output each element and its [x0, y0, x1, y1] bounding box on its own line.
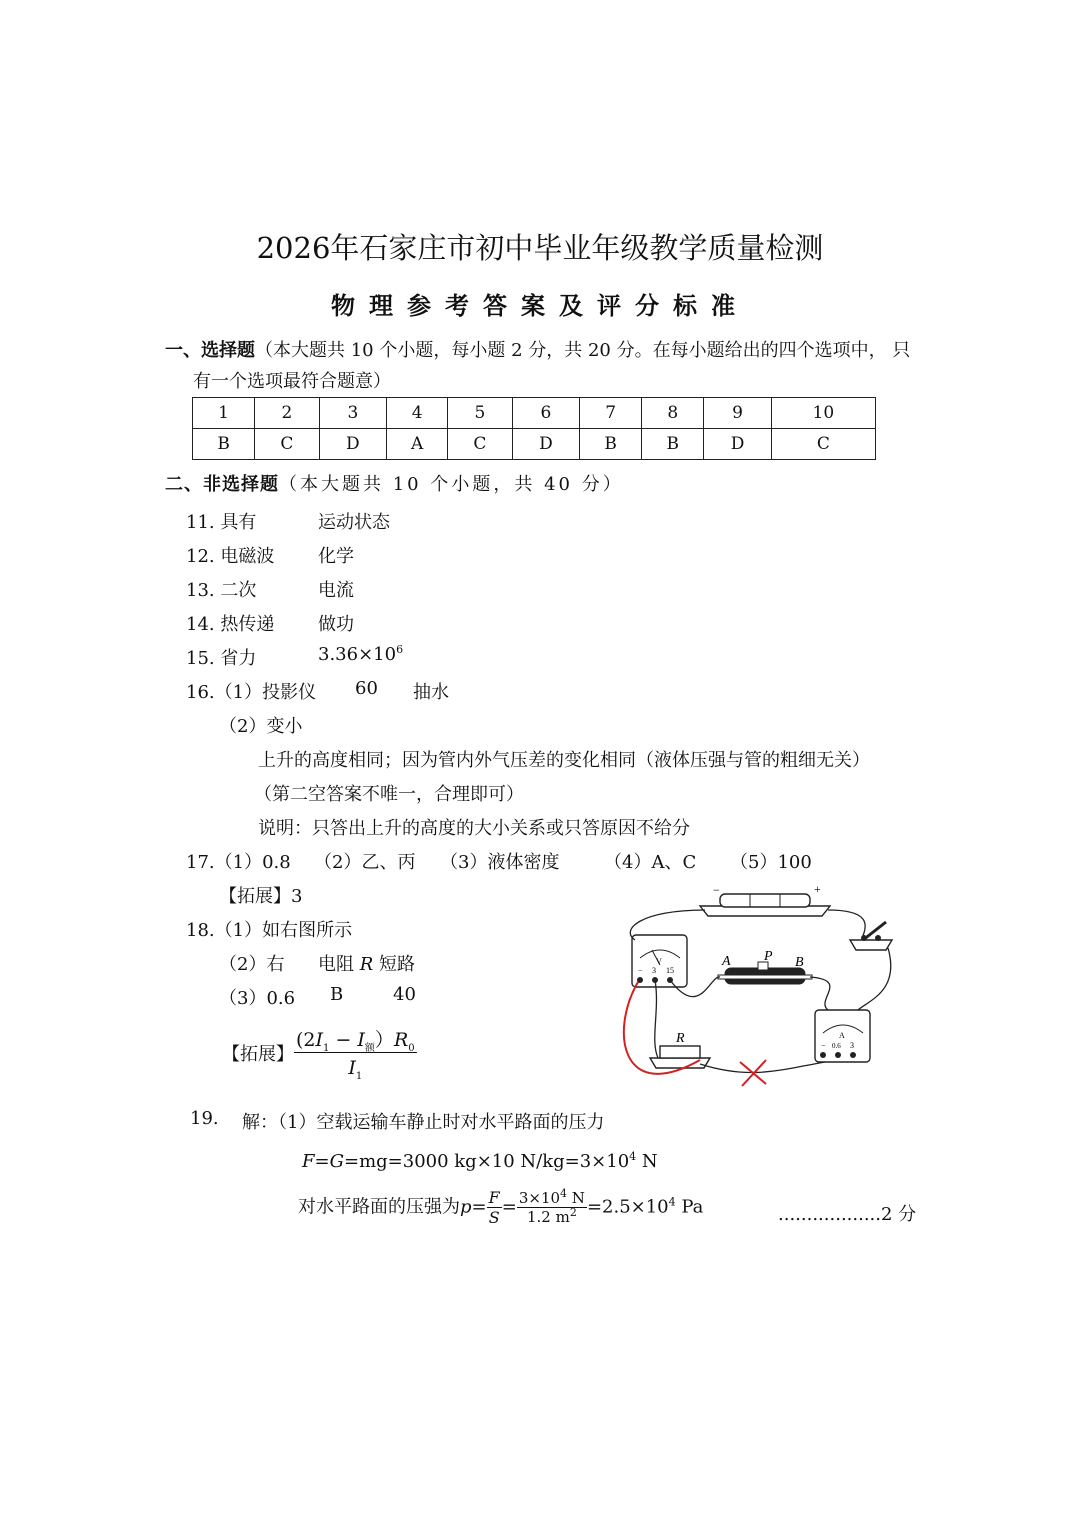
q19-eq2-prefix: 对水平路面的压强为	[298, 1196, 460, 1218]
ammeter-icon	[815, 1010, 870, 1062]
q19-frac-num-exp: 4	[560, 1187, 568, 1200]
formula-i1: I	[315, 1029, 324, 1051]
table-cell-answer: B	[580, 429, 642, 460]
formula-sub2: 额	[364, 1042, 375, 1054]
section2-heading-line	[165, 470, 624, 496]
q15-exp: 6	[396, 643, 404, 656]
formula-den-i: I	[348, 1057, 356, 1079]
battery-icon	[700, 882, 830, 916]
formula-den-sub: 1	[355, 1070, 363, 1082]
table-cell-number: 2	[255, 398, 320, 429]
switch-icon	[850, 922, 892, 950]
page-title: 2026年石家庄市初中毕业年级教学质量检测	[256, 231, 824, 265]
voltmeter-label: V	[656, 957, 662, 966]
battery-minus: −	[713, 883, 720, 897]
q19-eq2-result: =2.5×10	[586, 1196, 669, 1218]
section1-heading-line	[165, 336, 910, 362]
formula-close: ）	[374, 1029, 394, 1051]
circuit-diagram	[600, 880, 920, 1095]
ammeter-term-neg: −	[821, 1041, 826, 1050]
page-subtitle: 物理参考答案及评分标准	[331, 291, 749, 320]
table-cell-answer: C	[771, 429, 875, 460]
table-cell-number: 3	[319, 398, 386, 429]
formula-sub1: 1	[323, 1042, 330, 1054]
q15-answer2	[318, 644, 403, 665]
formula-minus: −	[329, 1029, 358, 1051]
q17-part1: 17.（1）0.8	[186, 852, 291, 873]
q19-eq1-body: =mg=3000 kg×10 N/kg=3×10	[343, 1151, 630, 1172]
rheostat-a: A	[722, 954, 731, 969]
q16-line3: 上升的高度相同；因为管内外气压差的变化相同（液体压强与管的粗细无关）	[258, 750, 870, 771]
q19-frac-den	[517, 1208, 587, 1226]
table-cell-answer: D	[319, 429, 386, 460]
q16-line2: （2）变小	[219, 716, 303, 737]
q18-formula	[294, 1025, 417, 1082]
q18-line2-b	[318, 950, 415, 976]
q19-frac-den-val: 1.2 m	[526, 1208, 570, 1226]
q19-eq2-unit: Pa	[675, 1196, 704, 1218]
voltmeter-term-3: 3	[652, 966, 656, 975]
cross-mark-icon	[740, 1060, 766, 1086]
table-cell-number: 8	[642, 398, 704, 429]
q15-answer1: 15. 省力	[186, 648, 257, 669]
q18-short: 短路	[379, 954, 416, 975]
section2-desc: （本大题共 10 个小题，共 40 分）	[279, 474, 624, 495]
voltmeter-term-15: 15	[666, 966, 674, 975]
table-cell-number: 9	[704, 398, 771, 429]
q14-answer1: 14. 热传递	[186, 614, 275, 635]
table-cell-number: 1	[193, 398, 255, 429]
q19-score: ..................2 分	[778, 1204, 917, 1225]
q11-answer1: 11. 具有	[186, 512, 257, 533]
answer-table	[192, 397, 876, 460]
formula-numerator	[294, 1025, 417, 1053]
q18-resistor-var: R	[359, 954, 374, 975]
formula-open: (2	[296, 1029, 316, 1051]
q19-eq1-unit: N	[636, 1151, 658, 1172]
formula-i2: I	[357, 1029, 365, 1051]
q16-line5: 说明：只答出上升的高度的大小关系或只答原因不给分	[258, 818, 690, 839]
ammeter-term-06: 0.6	[832, 1042, 841, 1050]
q12-answer2: 化学	[318, 546, 354, 567]
voltmeter-icon	[632, 935, 687, 987]
ammeter-label: A	[839, 1031, 845, 1040]
table-cell-answer: B	[642, 429, 704, 460]
q19-eq1: F=G=mg=3000 kg×10 $N/kg=3\times 10^4$ N	[302, 1150, 658, 1172]
q19-number: 19.	[190, 1108, 219, 1129]
formula-denominator	[294, 1053, 417, 1082]
q16-line4: （第二空答案不唯一，合理即可）	[254, 784, 524, 805]
q13-answer1: 13. 二次	[186, 580, 257, 601]
table-cell-number: 10	[771, 398, 875, 429]
table-cell-answer: C	[255, 429, 320, 460]
q18-line2-a: （2）右	[219, 954, 285, 975]
table-row-answers	[193, 429, 876, 460]
q14-answer2: 做功	[318, 614, 354, 635]
rheostat-b: B	[795, 955, 804, 970]
rheostat-icon	[718, 949, 812, 984]
q15-base: 3.36×10	[318, 644, 397, 665]
q19-solve: 解：（1）空载运输车静止时对水平路面的压力	[242, 1112, 605, 1133]
voltmeter-term-neg: −	[638, 966, 643, 975]
q16-line1-a: 16.（1）投影仪	[186, 682, 317, 703]
q19-eq2: 对水平路面的压强为p= $\frac{F}{S}$ = $\frac{3\times 10^4 N}{1.2 m^2}$ $=2.5\times 10^4$ Pa	[298, 1187, 704, 1227]
table-cell-answer: C	[448, 429, 513, 460]
q13-answer2: 电流	[318, 580, 354, 601]
q12-answer1: 12. 电磁波	[186, 546, 275, 567]
q18-resistor-word: 电阻	[318, 954, 354, 975]
q18-line3-b: B	[330, 984, 344, 1005]
q19-eq2-exp: 4	[668, 1195, 676, 1209]
table-cell-answer: D	[704, 429, 771, 460]
q19-frac-num-val: 3×10	[518, 1189, 561, 1207]
q19-eq1-exp: 4	[629, 1150, 637, 1163]
section1-desc-line2: 有一个选项最符合题意）	[193, 371, 391, 392]
q18-line3-a: （3）0.6	[219, 988, 296, 1009]
section1-heading: 一、选择题	[165, 340, 255, 361]
table-cell-answer: A	[387, 429, 448, 460]
formula-r: R	[393, 1029, 409, 1051]
q16-line1-b: 60	[355, 678, 378, 699]
q17-extension: 【拓展】3	[219, 886, 303, 907]
q19-frac-num-unit: N	[567, 1189, 585, 1207]
q18-line3-c: 40	[393, 984, 416, 1005]
q17-part4: （4）A、C	[604, 852, 697, 873]
formula-sub0: 0	[408, 1042, 415, 1054]
battery-plus: +	[814, 882, 821, 896]
q17-part3: （3）液体密度	[440, 852, 560, 873]
section2-heading: 二、非选择题	[165, 474, 279, 495]
resistor-icon	[650, 1031, 710, 1068]
q19-frac-den-exp: 2	[569, 1206, 577, 1219]
section1-desc: （本大题共 10 个小题，每小题 2 分，共 20 分。在每小题给出的四个选项中， 只	[255, 340, 911, 361]
q17-part5: （5）100	[730, 852, 812, 873]
table-cell-number: 6	[512, 398, 579, 429]
table-row-numbers	[193, 398, 876, 429]
table-cell-number: 5	[448, 398, 513, 429]
table-cell-number: 4	[387, 398, 448, 429]
q18-ext-label: 【拓展】	[222, 1044, 294, 1065]
q11-answer2: 运动状态	[318, 512, 390, 533]
table-cell-number: 7	[580, 398, 642, 429]
table-cell-answer: D	[512, 429, 579, 460]
q16-line1-c: 抽水	[413, 682, 449, 703]
table-cell-answer: B	[193, 429, 255, 460]
ammeter-term-3: 3	[850, 1041, 854, 1050]
resistor-label: R	[676, 1031, 685, 1046]
q18-line1: 18.（1）如右图所示	[186, 920, 353, 941]
rheostat-p: P	[764, 949, 773, 964]
q17-part2: （2）乙、丙	[314, 852, 416, 873]
